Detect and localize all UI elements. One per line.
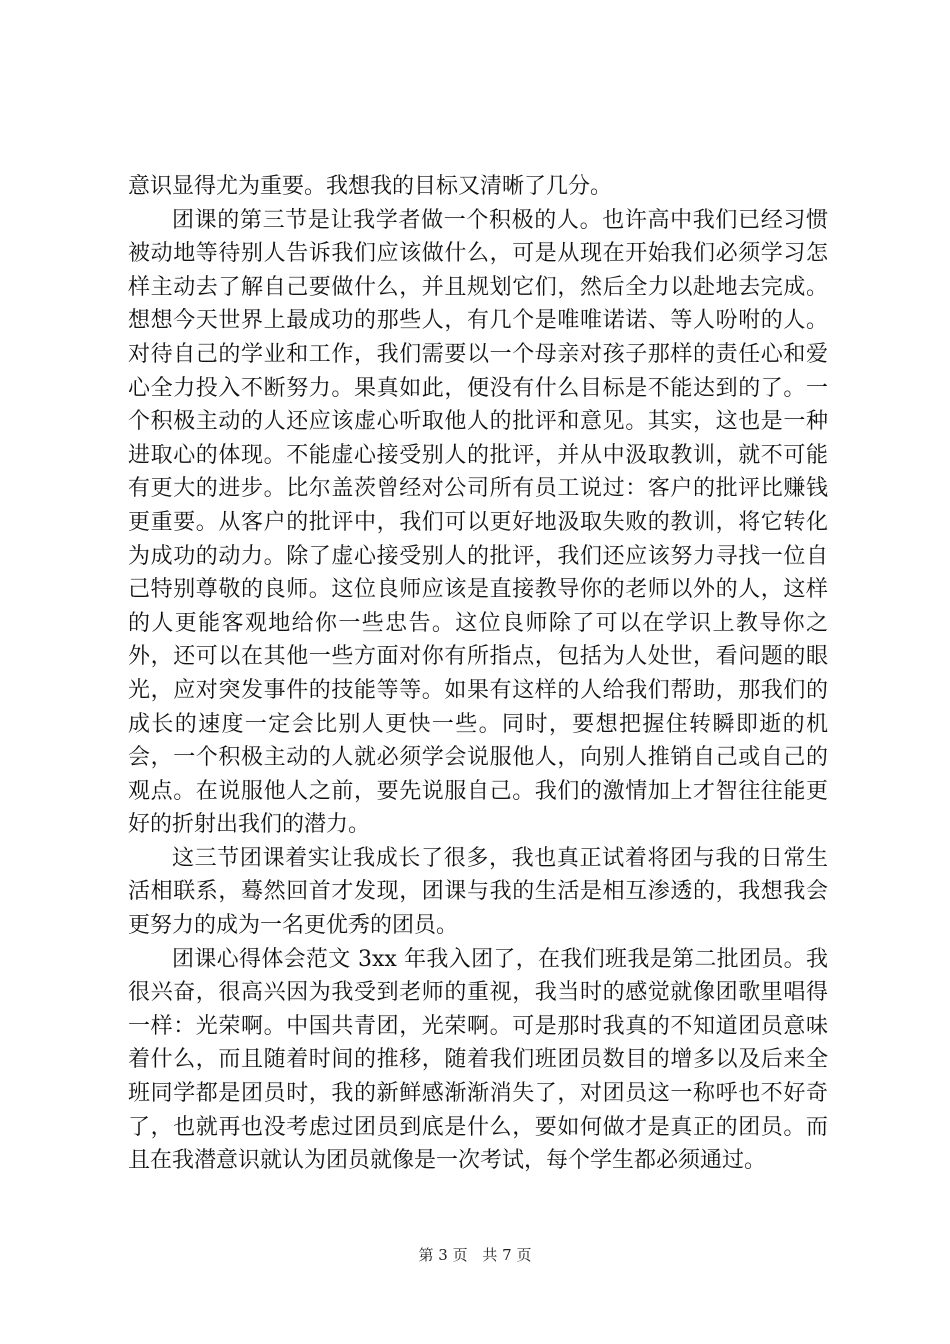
document-body (128, 170, 828, 1178)
paragraph-essay-sample: 团课心得体会范文 3xx 年我入团了，在我们班我是第二批团员。我很兴奋，很高兴因为我受到老师的重视，我当时的感觉就像团歌里唱得一样：光荣啊。中国共青团，光荣啊。可是那时我真的不知道团员意味着什么，而且随着时间的推移，随着我们班团员数目的增多以及后来全班同学都是团员时，我的新鲜感渐渐消失了，对团员这一称呼也不好奇了，也就再也没考虑过团员到底是什么，要如何做才是真正的团员。而且在我潜意识就认为团员就像是一次考试，每个学生都必须通过。 (128, 946, 828, 1174)
page-footer (0, 1244, 950, 1265)
paragraph-continuation: 意识显得尤为重要。我想我的目标又清晰了几分。 (128, 174, 613, 199)
page-number-total: 共 7 页 (482, 1246, 532, 1264)
paragraph-summary: 这三节团课着实让我成长了很多，我也真正试着将团与我的日常生活相联系，蓦然回首才发现，团课与我的生活是相互渗透的，我想我会更努力的成为一名更优秀的团员。 (128, 845, 828, 939)
paragraph-third-lesson: 团课的第三节是让我学者做一个积极的人。也许高中我们已经习惯被动地等待别人告诉我们应该做什么，可是从现在开始我们必须学习怎样主动去了解自己要做什么，并且规划它们，然后全力以赴地去完成。想想今天世界上最成功的那些人，有几个是唯唯诺诺、等人吩咐的人。对待自己的学业和工作，我们需要以一个母亲对孩子那样的责任心和爱心全力投入不断努力。果真如此，便没有什么目标是不能达到的了。一个积极主动的人还应该虚心听取他人的批评和意见。其实，这也是一种进取心的体现。不能虚心接受别人的批评，并从中汲取教训，就不可能有更大的进步。比尔盖茨曾经对公司所有员工说过：客户的批评比赚钱更重要。从客户的批评中，我们可以更好地汲取失败的教训，将它转化为成功的动力。除了虚心接受别人的批评，我们还应该努力寻找一位自己特别尊敬的良师。这位良师应该是直接教导你的老师以外的人，这样的人更能客观地给你一些忠告。这位良师除了可以在学识上教导你之外，还可以在其他一些方面对你有所指点，包括为人处世，看问题的眼光，应对突发事件的技能等等。如果有这样的人给我们帮助，那我们的成长的速度一定会比别人更快一些。同时，要想把握住转瞬即逝的机会，一个积极主动的人就必须学会说服他人，向别人推销自己或自己的观点。在说服他人之前，要先说服自己。我们的激情加上才智往往能更好的折射出我们的潜力。 (128, 207, 828, 838)
page-number-current: 第 3 页 (418, 1246, 468, 1264)
